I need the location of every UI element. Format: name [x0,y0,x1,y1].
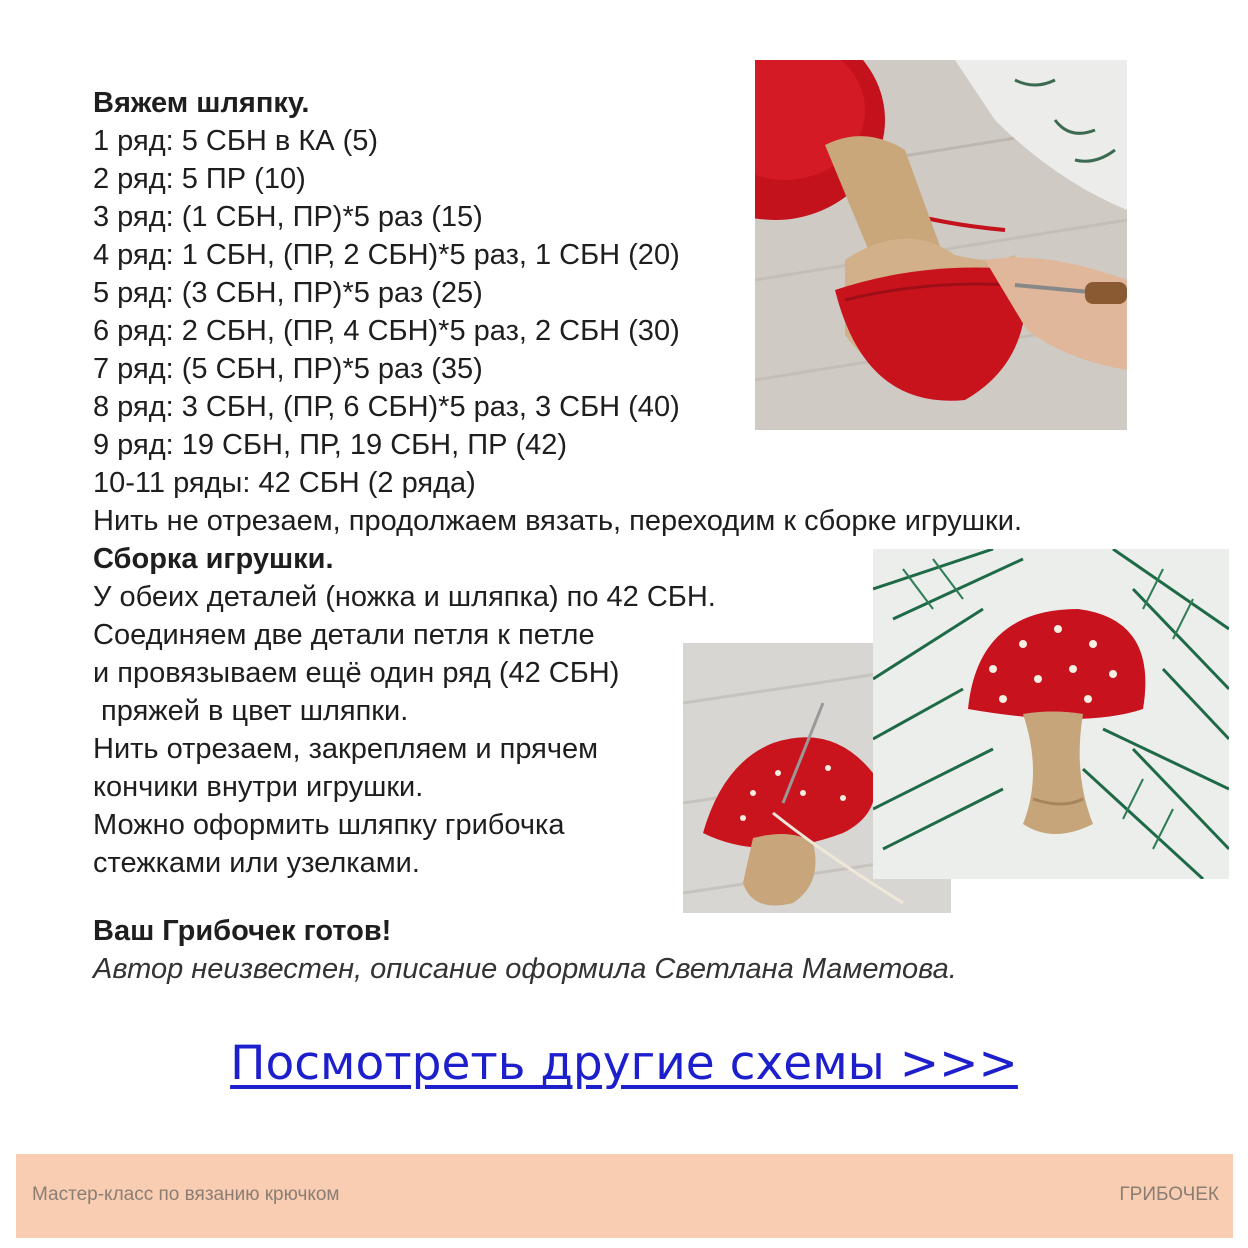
assembly-line: пряжей в цвет шляпки. [93,695,409,727]
cap-row: 8 ряд: 3 СБН, (ПР, 6 СБН)*5 раз, 3 СБН (40) [93,391,680,423]
cap-row: 9 ряд: 19 СБН, ПР, 19 СБН, ПР (42) [93,429,568,461]
assembly-line: Нить отрезаем, закрепляем и прячем [93,733,599,765]
assembly-line: У обеих деталей (ножка и шляпка) по 42 СБН. [93,581,716,613]
cap-row: 5 ряд: (3 СБН, ПР)*5 раз (25) [93,277,483,309]
author-credit: Автор неизвестен, описание оформила Светлана Маметова. [93,953,957,985]
assembly-line: Соединяем две детали петля к петле [93,619,595,651]
assembly-heading: Сборка игрушки. [93,543,334,575]
cap-row: 3 ряд: (1 СБН, ПР)*5 раз (15) [93,201,483,233]
cap-note: Нить не отрезаем, продолжаем вязать, переходим к сборке игрушки. [93,505,1023,537]
photo-finished-mushroom [873,549,1229,879]
cap-row: 10-11 ряды: 42 СБН (2 ряда) [93,467,476,499]
more-patterns-link[interactable]: Посмотреть другие схемы >>> [230,1036,1018,1091]
assembly-line: кончики внутри игрушки. [93,771,424,803]
cap-row: 1 ряд: 5 СБН в КА (5) [93,125,379,157]
assembly-line: Можно оформить шляпку грибочка [93,809,565,841]
photo-crochet-cap [755,60,1127,430]
cap-row: 4 ряд: 1 СБН, (ПР, 2 СБН)*5 раз, 1 СБН (20) [93,239,680,271]
assembly-line: стежками или узелками. [93,847,420,879]
footer-tag: ГРИБОЧЕК [1119,1184,1219,1205]
finish-heading: Ваш Грибочек готов! [93,915,392,947]
footer-bar [16,1154,1233,1238]
cap-row: 7 ряд: (5 СБН, ПР)*5 раз (35) [93,353,483,385]
cap-heading: Вяжем шляпку. [93,87,310,119]
footer-title: Мастер-класс по вязанию крючком [32,1184,340,1205]
cap-row: 2 ряд: 5 ПР (10) [93,163,306,195]
assembly-line: и провязываем ещё один ряд (42 СБН) [93,657,620,689]
cap-row: 6 ряд: 2 СБН, (ПР, 4 СБН)*5 раз, 2 СБН (30) [93,315,680,347]
